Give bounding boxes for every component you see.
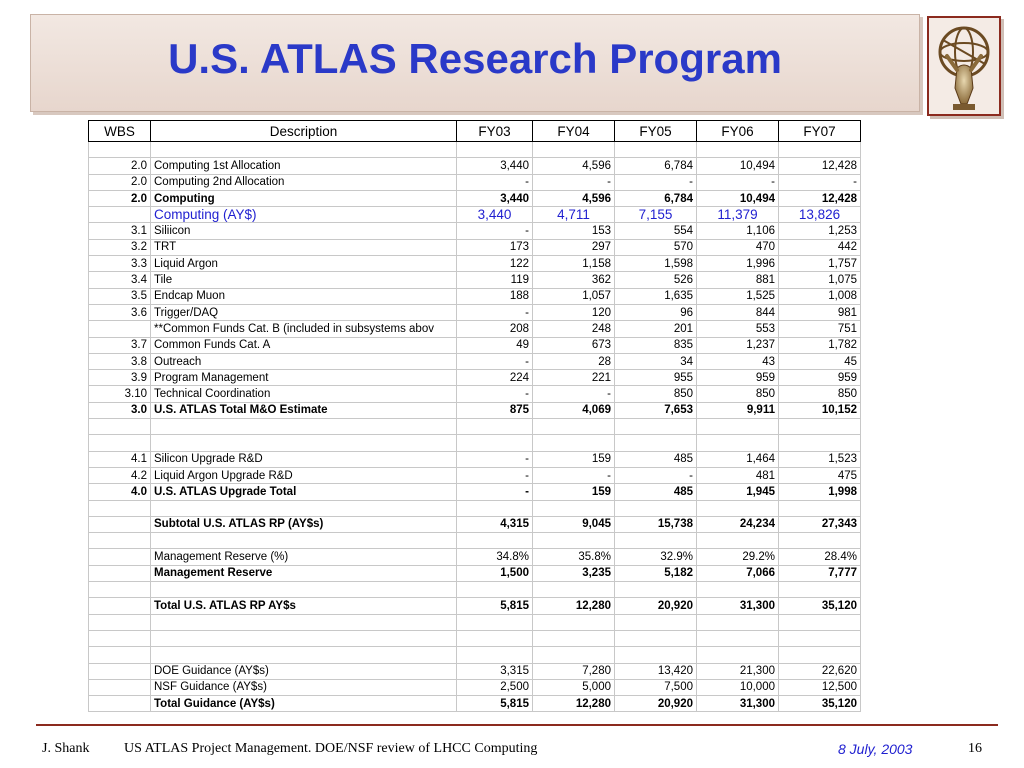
cell-fy03: 5,815 [457,696,533,712]
cell-fy03 [457,630,533,646]
cell-fy05: 955 [615,370,697,386]
cell-fy07: 475 [779,467,861,483]
cell-fy03: 5,815 [457,598,533,614]
cell-fy03: - [457,174,533,190]
table-row [89,190,861,206]
cell-description: Technical Coordination [151,386,457,402]
cell-fy03: - [457,223,533,239]
cell-fy03: - [457,304,533,320]
atlas-logo [927,16,1001,116]
cell-fy06 [697,614,779,630]
cell-fy06 [697,142,779,158]
cell-fy05: 32.9% [615,549,697,565]
cell-fy03 [457,647,533,663]
cell-fy07 [779,582,861,598]
table-row [89,647,861,663]
cell-fy06: 10,494 [697,190,779,206]
budget-table [88,120,861,712]
cell-description: Management Reserve [151,565,457,581]
cell-fy06: - [697,174,779,190]
cell-fy07: 35,120 [779,696,861,712]
cell-description [151,533,457,549]
cell-fy06 [697,647,779,663]
table-row [89,696,861,712]
cell-description [151,614,457,630]
cell-fy07: 7,777 [779,565,861,581]
cell-fy05: 201 [615,321,697,337]
header-description: Description [151,121,457,142]
cell-fy06: 1,237 [697,337,779,353]
cell-fy07 [779,533,861,549]
cell-description: Total Guidance (AY$s) [151,696,457,712]
header-wbs: WBS [89,121,151,142]
cell-wbs: 2.0 [89,158,151,174]
table-row [89,582,861,598]
cell-fy03: 1,500 [457,565,533,581]
cell-wbs [89,614,151,630]
table-row [89,484,861,500]
cell-description: Program Management [151,370,457,386]
cell-wbs [89,500,151,516]
cell-wbs [89,533,151,549]
cell-fy05 [615,419,697,435]
table-row [89,598,861,614]
table-row [89,516,861,532]
cell-wbs [89,696,151,712]
header-fy05: FY05 [615,121,697,142]
cell-wbs: 4.1 [89,451,151,467]
cell-wbs [89,582,151,598]
cell-fy06: 1,525 [697,288,779,304]
cell-fy07: 959 [779,370,861,386]
cell-fy04 [533,630,615,646]
table-row [89,451,861,467]
footer-author: J. Shank [42,741,90,756]
cell-fy05 [615,630,697,646]
cell-fy03 [457,533,533,549]
cell-fy07: 1,253 [779,223,861,239]
cell-wbs [89,630,151,646]
cell-fy05: 570 [615,239,697,255]
cell-fy05: 96 [615,304,697,320]
cell-fy06: 1,996 [697,256,779,272]
cell-fy04: 4,069 [533,402,615,418]
cell-fy06: 11,379 [697,207,779,223]
cell-fy04: 12,280 [533,598,615,614]
cell-fy07: 1,523 [779,451,861,467]
cell-fy05: 554 [615,223,697,239]
cell-description [151,647,457,663]
cell-wbs [89,419,151,435]
cell-description [151,419,457,435]
cell-fy05 [615,533,697,549]
cell-fy07: 1,008 [779,288,861,304]
cell-fy06: 7,066 [697,565,779,581]
cell-fy07: 13,826 [779,207,861,223]
cell-fy03: - [457,467,533,483]
cell-fy03: - [457,451,533,467]
table-row [89,663,861,679]
cell-description: Liquid Argon [151,256,457,272]
cell-fy07: 1,075 [779,272,861,288]
cell-fy06 [697,435,779,451]
cell-fy03: 49 [457,337,533,353]
cell-fy06: 850 [697,386,779,402]
cell-fy04 [533,582,615,598]
cell-fy07 [779,419,861,435]
cell-fy05: 1,598 [615,256,697,272]
cell-fy07: 22,620 [779,663,861,679]
cell-fy03: 3,315 [457,663,533,679]
footer-divider [36,724,998,726]
cell-fy06: 1,464 [697,451,779,467]
cell-description: Computing 2nd Allocation [151,174,457,190]
cell-fy03: - [457,484,533,500]
cell-fy06 [697,500,779,516]
cell-fy07: 28.4% [779,549,861,565]
cell-description: **Common Funds Cat. B (included in subsystems abov [151,321,457,337]
cell-fy06: 10,494 [697,158,779,174]
cell-wbs: 3.8 [89,353,151,369]
cell-fy04: 1,057 [533,288,615,304]
cell-description: Total U.S. ATLAS RP AY$s [151,598,457,614]
cell-fy04 [533,419,615,435]
cell-description: Outreach [151,353,457,369]
cell-description: Siliicon [151,223,457,239]
cell-fy03 [457,435,533,451]
cell-wbs [89,207,151,223]
cell-fy06: 1,106 [697,223,779,239]
cell-wbs: 3.2 [89,239,151,255]
cell-fy07: 1,998 [779,484,861,500]
cell-description: Computing [151,190,457,206]
cell-fy07 [779,500,861,516]
cell-fy04: - [533,386,615,402]
cell-description: U.S. ATLAS Total M&O Estimate [151,402,457,418]
cell-fy05 [615,582,697,598]
cell-fy03: 3,440 [457,158,533,174]
cell-fy06: 1,945 [697,484,779,500]
cell-description: Trigger/DAQ [151,304,457,320]
cell-fy04: 3,235 [533,565,615,581]
atlas-statue-icon [929,18,999,114]
cell-wbs: 2.0 [89,190,151,206]
cell-fy06: 481 [697,467,779,483]
cell-wbs: 4.2 [89,467,151,483]
cell-fy04 [533,142,615,158]
cell-fy05: 526 [615,272,697,288]
cell-fy07: 850 [779,386,861,402]
header-fy04: FY04 [533,121,615,142]
cell-fy03: 122 [457,256,533,272]
cell-fy06 [697,630,779,646]
cell-fy07: 12,500 [779,679,861,695]
cell-fy06 [697,582,779,598]
cell-fy06: 959 [697,370,779,386]
cell-fy05 [615,435,697,451]
cell-fy06: 553 [697,321,779,337]
cell-wbs [89,516,151,532]
cell-fy03 [457,500,533,516]
cell-wbs [89,435,151,451]
cell-fy06: 9,911 [697,402,779,418]
cell-description: Computing 1st Allocation [151,158,457,174]
cell-fy03: 3,440 [457,207,533,223]
table-row [89,304,861,320]
cell-fy03 [457,419,533,435]
cell-fy05 [615,500,697,516]
cell-fy07 [779,630,861,646]
cell-fy04 [533,647,615,663]
table-row [89,419,861,435]
cell-fy04 [533,500,615,516]
cell-wbs [89,549,151,565]
cell-fy05 [615,614,697,630]
cell-fy07 [779,435,861,451]
cell-fy04: 673 [533,337,615,353]
cell-fy06: 10,000 [697,679,779,695]
cell-fy05: 15,738 [615,516,697,532]
cell-fy03: 224 [457,370,533,386]
table-row [89,533,861,549]
footer-subtitle: US ATLAS Project Management. DOE/NSF review of LHCC Computing [124,741,538,756]
cell-fy03: 188 [457,288,533,304]
cell-fy05: 6,784 [615,190,697,206]
cell-description: Subtotal U.S. ATLAS RP (AY$s) [151,516,457,532]
cell-fy06 [697,533,779,549]
cell-wbs: 3.4 [89,272,151,288]
table-row [89,565,861,581]
footer-page-number: 16 [968,741,982,756]
table-row [89,272,861,288]
cell-fy06: 21,300 [697,663,779,679]
cell-fy07 [779,142,861,158]
cell-fy04: 297 [533,239,615,255]
cell-fy07 [779,647,861,663]
cell-fy07 [779,614,861,630]
cell-fy05: 7,653 [615,402,697,418]
cell-fy06: 31,300 [697,696,779,712]
cell-fy03: 173 [457,239,533,255]
cell-wbs: 3.9 [89,370,151,386]
cell-fy06: 470 [697,239,779,255]
cell-fy03: 3,440 [457,190,533,206]
cell-fy04: 4,596 [533,190,615,206]
table-row [89,386,861,402]
cell-fy05: 6,784 [615,158,697,174]
cell-description [151,142,457,158]
header-fy07: FY07 [779,121,861,142]
table-row [89,207,861,223]
cell-fy06: 31,300 [697,598,779,614]
cell-fy04: 28 [533,353,615,369]
table-row [89,370,861,386]
table-row [89,679,861,695]
cell-fy04: 5,000 [533,679,615,695]
cell-wbs [89,321,151,337]
cell-fy04: 362 [533,272,615,288]
cell-fy05: 5,182 [615,565,697,581]
cell-fy03: - [457,386,533,402]
cell-fy05: 7,155 [615,207,697,223]
table-row [89,614,861,630]
cell-description: Management Reserve (%) [151,549,457,565]
cell-fy07: 27,343 [779,516,861,532]
header-fy06: FY06 [697,121,779,142]
cell-fy06 [697,419,779,435]
cell-fy07: 12,428 [779,190,861,206]
table-row [89,321,861,337]
cell-fy04: - [533,467,615,483]
cell-fy03 [457,614,533,630]
cell-fy07: 45 [779,353,861,369]
cell-description: U.S. ATLAS Upgrade Total [151,484,457,500]
cell-wbs [89,663,151,679]
cell-fy04: 221 [533,370,615,386]
table-body [89,142,861,712]
cell-fy07: 442 [779,239,861,255]
cell-description [151,435,457,451]
cell-description [151,582,457,598]
cell-description: Computing (AY$) [151,207,457,223]
cell-wbs [89,142,151,158]
cell-wbs [89,598,151,614]
cell-fy03 [457,142,533,158]
cell-fy05: 20,920 [615,696,697,712]
table-row [89,239,861,255]
cell-fy07: 1,782 [779,337,861,353]
cell-fy04: 159 [533,451,615,467]
cell-description: Endcap Muon [151,288,457,304]
table-row [89,500,861,516]
cell-fy07: 35,120 [779,598,861,614]
cell-description: Silicon Upgrade R&D [151,451,457,467]
cell-fy05 [615,142,697,158]
cell-wbs: 4.0 [89,484,151,500]
table-row [89,288,861,304]
cell-wbs [89,679,151,695]
cell-wbs: 3.7 [89,337,151,353]
cell-wbs: 3.3 [89,256,151,272]
cell-fy03: 875 [457,402,533,418]
cell-wbs: 3.5 [89,288,151,304]
cell-fy07: 12,428 [779,158,861,174]
cell-fy04: 1,158 [533,256,615,272]
cell-fy03: - [457,353,533,369]
cell-fy04: - [533,174,615,190]
cell-fy04: 120 [533,304,615,320]
cell-fy05: 835 [615,337,697,353]
cell-wbs [89,565,151,581]
cell-fy04 [533,614,615,630]
cell-wbs: 3.6 [89,304,151,320]
cell-fy05: 1,635 [615,288,697,304]
cell-fy04: 153 [533,223,615,239]
cell-fy04: 159 [533,484,615,500]
cell-wbs: 2.0 [89,174,151,190]
cell-fy04: 9,045 [533,516,615,532]
cell-fy03: 119 [457,272,533,288]
cell-description [151,630,457,646]
cell-fy07: 981 [779,304,861,320]
table-row [89,435,861,451]
cell-description: DOE Guidance (AY$s) [151,663,457,679]
cell-fy03: 34.8% [457,549,533,565]
table-row [89,223,861,239]
table-row [89,256,861,272]
cell-fy04: 7,280 [533,663,615,679]
cell-description: Liquid Argon Upgrade R&D [151,467,457,483]
cell-wbs: 3.1 [89,223,151,239]
cell-description [151,500,457,516]
cell-description: Common Funds Cat. A [151,337,457,353]
cell-fy06: 844 [697,304,779,320]
table-row [89,630,861,646]
cell-fy05: 485 [615,451,697,467]
slide-title: U.S. ATLAS Research Program [168,35,782,82]
cell-fy05: - [615,174,697,190]
footer-date: 8 July, 2003 [838,741,913,757]
cell-fy04 [533,533,615,549]
cell-fy04: 4,596 [533,158,615,174]
table-row [89,142,861,158]
cell-fy03: 4,315 [457,516,533,532]
cell-fy05: 20,920 [615,598,697,614]
cell-fy04 [533,435,615,451]
cell-fy04: 12,280 [533,696,615,712]
cell-fy05: 485 [615,484,697,500]
table-row [89,467,861,483]
cell-fy04: 35.8% [533,549,615,565]
table-header-row [89,121,861,142]
cell-fy07: 751 [779,321,861,337]
cell-fy05: - [615,467,697,483]
cell-fy07: - [779,174,861,190]
header-fy03: FY03 [457,121,533,142]
cell-description: TRT [151,239,457,255]
title-bar [30,14,920,112]
cell-description: Tile [151,272,457,288]
table-row [89,337,861,353]
cell-fy06: 24,234 [697,516,779,532]
cell-fy04: 248 [533,321,615,337]
table-row [89,353,861,369]
cell-fy05: 34 [615,353,697,369]
cell-fy05: 850 [615,386,697,402]
cell-wbs [89,647,151,663]
table-row [89,158,861,174]
table-row [89,549,861,565]
cell-fy06: 881 [697,272,779,288]
cell-fy07: 1,757 [779,256,861,272]
cell-fy06: 29.2% [697,549,779,565]
cell-fy03 [457,582,533,598]
cell-fy05: 7,500 [615,679,697,695]
cell-wbs: 3.0 [89,402,151,418]
cell-fy03: 208 [457,321,533,337]
cell-fy05: 13,420 [615,663,697,679]
cell-fy03: 2,500 [457,679,533,695]
cell-description: NSF Guidance (AY$s) [151,679,457,695]
table-row [89,174,861,190]
cell-fy05 [615,647,697,663]
cell-fy07: 10,152 [779,402,861,418]
cell-wbs: 3.10 [89,386,151,402]
cell-fy04: 4,711 [533,207,615,223]
cell-fy06: 43 [697,353,779,369]
table-row [89,402,861,418]
